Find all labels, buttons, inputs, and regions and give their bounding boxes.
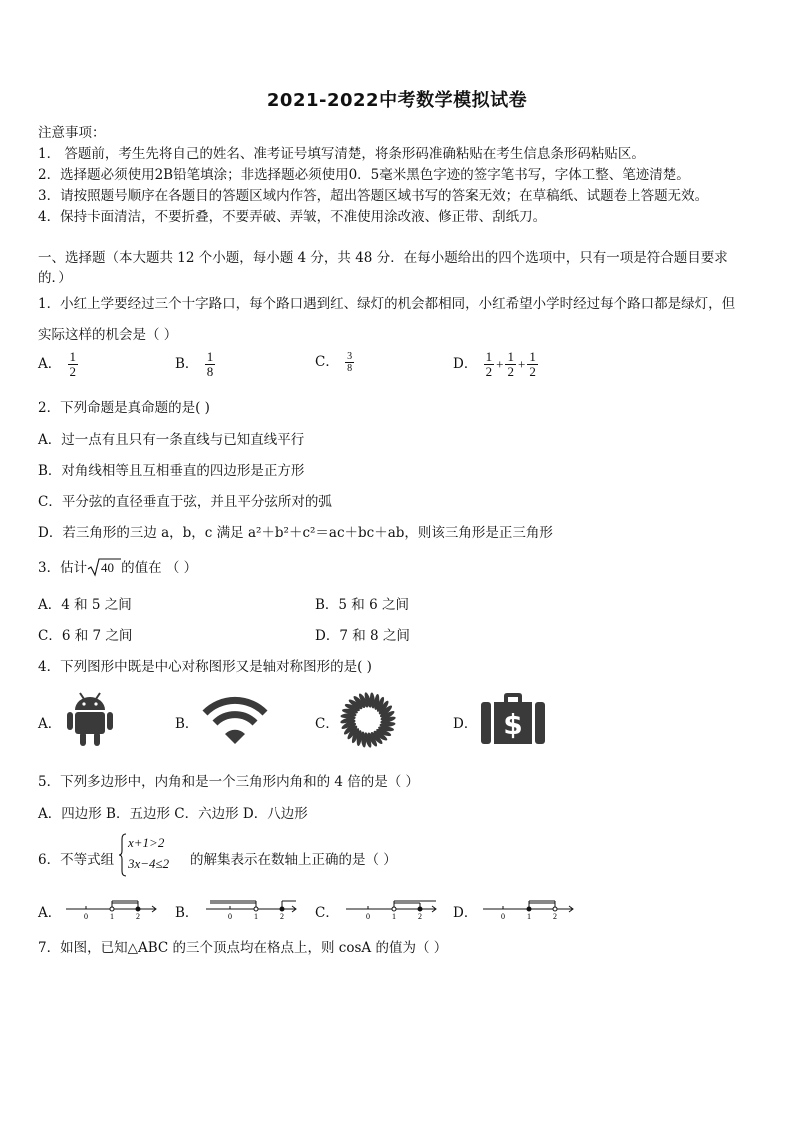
tick-label: 1 [392, 912, 396, 921]
inequality-row-1: x+1>2 [128, 835, 165, 850]
tick-label: 2 [136, 912, 140, 921]
svg-text:$: $ [503, 708, 523, 741]
tick-label: 1 [110, 912, 114, 921]
q4-option-c-label[interactable]: C． [315, 716, 339, 732]
q3-option-c[interactable]: C．6 和 7 之间 [38, 628, 133, 644]
q2-option-b[interactable]: B．对角线相等且互相垂直的四边形是正方形 [38, 463, 305, 479]
section-heading-line1: 一、选择题（本大题共 12 个小题，每小题 4 分，共 48 分．在每小题给出的四个选项中，只有一项是符合题目要求 [38, 250, 728, 266]
q3-stem-prefix: 3．估计 [38, 560, 88, 576]
q3-option-a[interactable]: A．4 和 5 之间 [38, 597, 132, 613]
android-icon[interactable] [66, 690, 114, 752]
notice-heading: 注意事项： [38, 125, 106, 141]
q2-stem: 2．下列命题是真命题的是( ) [38, 400, 210, 416]
q1-option-b-fraction: $\frac{1}{8}$ [206, 349, 214, 379]
brace-icon [118, 833, 128, 877]
q1-option-b[interactable] [175, 350, 217, 379]
q6-option-d-number-line[interactable] [481, 897, 577, 925]
plus-sign: + [517, 356, 526, 372]
q1-option-c-fraction: $\frac{3}{8}$ [347, 351, 353, 374]
q5-options[interactable]: A．四边形 B．五边形 C．六边形 D．八边形 [38, 806, 308, 822]
radical-sign-icon [87, 557, 121, 577]
q1-option-a[interactable] [38, 350, 80, 379]
q3-option-b[interactable]: B．5 和 6 之间 [315, 597, 409, 613]
notice-item-1: 1． 答题前，考生先将自己的姓名、准考证号填写清楚，将条形码准确粘贴在考生信息条形码粘贴区。 [38, 146, 645, 162]
q4-option-a-label[interactable]: A． [38, 716, 62, 732]
q1-option-c-label: C． [315, 354, 339, 370]
q6-stem-suffix: 的解集表示在数轴上正确的是（ ） [190, 852, 397, 868]
q3-radicand: 40 [101, 559, 115, 575]
q1-option-c[interactable] [315, 350, 356, 374]
page-title: 2021-2022中考数学模拟试卷 [266, 90, 528, 111]
q6-option-a-number-line[interactable] [64, 897, 160, 925]
q1-option-d-fraction-3: $\frac{1}{2}$ [529, 349, 536, 379]
notice-item-2: 2．选择题必须使用2B铅笔填涂；非选择题必须使用0．5毫米黑色字迹的签字笔书写，字体工整、笔迹清楚。 [38, 167, 690, 183]
notice-item-4: 4．保持卡面清洁，不要折叠，不要弄破、弄皱，不准使用涂改液、修正带、刮纸刀。 [38, 209, 547, 225]
q1-option-d-fraction-2: $\frac{1}{2}$ [507, 349, 514, 379]
wifi-icon[interactable] [200, 693, 270, 749]
q1-stem-line1: 1．小红上学要经过三个十字路口，每个路口遇到红、绿灯的机会都相同，小红希望小学时经过每个路口都是绿灯，但 [38, 296, 736, 312]
plus-sign: + [496, 356, 504, 372]
tick-label: 0 [84, 912, 88, 921]
q7-stem: 7．如图，已知△ABC 的三个顶点均在格点上，则 cosA 的值为（ ） [38, 940, 448, 956]
q1-stem-line2: 实际这样的机会是（ ） [38, 327, 178, 343]
q3-stem-suffix: 的值在 （ ） [121, 560, 198, 576]
q3-option-d[interactable]: D．7 和 8 之间 [315, 628, 410, 644]
q2-option-c[interactable]: C．平分弦的直径垂直于弦，并且平分弦所对的弧 [38, 494, 332, 510]
q1-option-a-fraction: $\frac{1}{2}$ [69, 349, 77, 379]
q1-option-d[interactable] [453, 350, 540, 379]
q6-option-b-label[interactable]: B． [175, 905, 199, 921]
q1-option-d-label: D． [453, 356, 478, 372]
q3-stem [38, 556, 197, 581]
q1-option-d-fraction-1: $\frac{1}{2}$ [485, 349, 493, 379]
q6-stem-prefix: 6．不等式组 [38, 852, 115, 868]
q6-option-b-number-line[interactable] [204, 897, 300, 925]
q2-option-d[interactable]: D．若三角形的三边 a，b，c 满足 a²＋b²＋c²＝ac＋bc＋ab，则该三角形是正三角形 [38, 525, 553, 541]
section-heading-line2: 的．） [38, 270, 72, 286]
sunburst-icon[interactable] [338, 690, 398, 754]
tick-label: 0 [228, 912, 232, 921]
inequality-row-2: 3x−4≤2 [128, 856, 170, 871]
q4-option-d-label[interactable]: D． [453, 716, 478, 732]
q4-option-b-label[interactable]: B． [175, 716, 199, 732]
tick-label: 0 [501, 912, 505, 921]
q1-option-b-label: B． [175, 356, 199, 372]
tick-label: 2 [418, 912, 422, 921]
q1-option-a-label: A． [38, 356, 62, 372]
q6-option-a-label[interactable]: A． [38, 905, 62, 921]
inequality-system [118, 833, 192, 877]
tick-label: 2 [280, 912, 284, 921]
q5-stem: 5．下列多边形中，内角和是一个三角形内角和的 4 倍的是（ ） [38, 774, 420, 790]
q2-option-a[interactable]: A．过一点有且只有一条直线与已知直线平行 [38, 432, 305, 448]
tick-label: 1 [527, 912, 531, 921]
q6-option-c-label[interactable]: C． [315, 905, 339, 921]
q4-stem: 4．下列图形中既是中心对称图形又是轴对称图形的是( ) [38, 659, 372, 675]
tick-label: 2 [553, 912, 557, 921]
tick-label: 0 [366, 912, 370, 921]
sqrt-expression [87, 557, 121, 581]
dollar-briefcase-icon[interactable] [480, 692, 546, 750]
q6-option-c-number-line[interactable] [344, 897, 440, 925]
tick-label: 1 [254, 912, 258, 921]
q6-option-d-label[interactable]: D． [453, 905, 478, 921]
notice-item-3: 3．请按照题号顺序在各题目的答题区域内作答，超出答题区域书写的答案无效；在草稿纸、试题卷上答题无效。 [38, 188, 709, 204]
